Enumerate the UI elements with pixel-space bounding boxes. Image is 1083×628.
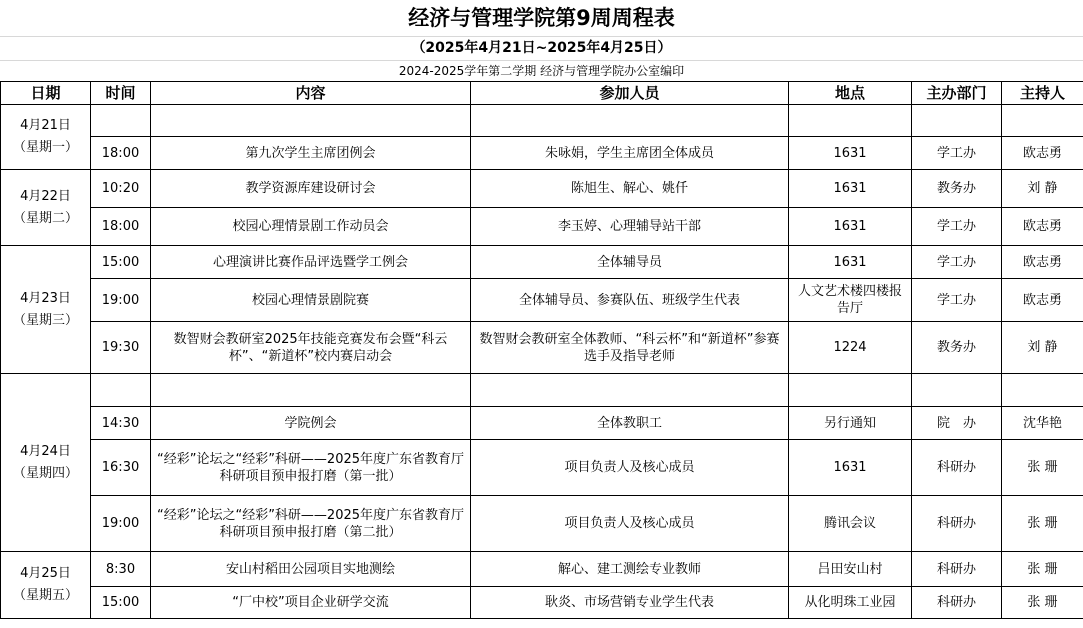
participants-cell: 全体辅导员	[471, 246, 789, 279]
content-cell: 数智财会教研室2025年技能竞赛发布会暨“科云杯”、“新道杯”校内赛启动会	[151, 322, 471, 374]
participants-cell: 李玉婷、心理辅导站干部	[471, 208, 789, 246]
header-host: 主持人	[1002, 82, 1083, 105]
date-label: 4月21日	[20, 118, 71, 133]
date-cell	[1, 246, 91, 374]
department-cell: 学工办	[912, 137, 1002, 170]
participants-cell: 数智财会教研室全体教师、“科云杯”和“新道杯”参赛选手及指导老师	[471, 322, 789, 374]
weekday-label: （星期一）	[12, 140, 78, 155]
time-cell: 15:00	[91, 246, 151, 279]
time-cell: 10:20	[91, 170, 151, 208]
participants-cell: 项目负责人及核心成员	[471, 440, 789, 496]
table-row	[1, 170, 1083, 208]
time-cell: 8:30	[91, 552, 151, 587]
time-cell: 19:00	[91, 496, 151, 552]
content-cell	[151, 105, 471, 137]
time-cell	[91, 105, 151, 137]
date-cell	[1, 552, 91, 619]
time-cell: 18:00	[91, 137, 151, 170]
host-cell: 张 珊	[1002, 440, 1083, 496]
content-cell: 心理演讲比赛作品评选暨学工例会	[151, 246, 471, 279]
host-cell: 张 珊	[1002, 496, 1083, 552]
date-label: 4月25日	[20, 566, 71, 581]
header-department: 主办部门	[912, 82, 1002, 105]
weekday-label: （星期四）	[12, 465, 78, 481]
content-cell: “经彩”论坛之“经彩”科研——2025年度广东省教育厅科研项目预申报打磨（第一批）	[151, 440, 471, 496]
host-cell: 张 珊	[1002, 552, 1083, 587]
table-row	[1, 496, 1083, 552]
location-cell: 1224	[789, 322, 912, 374]
location-cell: 1631	[789, 246, 912, 279]
location-cell: 1631	[789, 208, 912, 246]
participants-cell: 全体教职工	[471, 407, 789, 440]
date-label: 4月22日	[20, 188, 71, 204]
department-cell	[912, 374, 1002, 407]
table-row	[1, 105, 1083, 137]
location-cell: 1631	[789, 440, 912, 496]
participants-cell: 全体辅导员、参赛队伍、班级学生代表	[471, 279, 789, 322]
department-cell: 科研办	[912, 440, 1002, 496]
schedule-table	[0, 81, 1083, 619]
table-row	[1, 208, 1083, 246]
department-cell: 学工办	[912, 279, 1002, 322]
location-cell: 人文艺术楼四楼报告厅	[789, 279, 912, 322]
header-content: 内容	[151, 82, 471, 105]
schedule-body	[1, 105, 1083, 619]
department-cell: 院 办	[912, 407, 1002, 440]
location-cell: 1631	[789, 137, 912, 170]
location-cell	[789, 374, 912, 407]
host-cell: 欧志勇	[1002, 246, 1083, 279]
host-cell: 沈华艳	[1002, 407, 1083, 440]
department-cell: 学工办	[912, 246, 1002, 279]
participants-cell: 解心、建工测绘专业教师	[471, 552, 789, 587]
time-cell: 15:00	[91, 587, 151, 619]
host-cell	[1002, 105, 1083, 137]
table-row	[1, 374, 1083, 407]
table-row	[1, 322, 1083, 374]
location-cell	[789, 105, 912, 137]
host-cell: 刘 静	[1002, 322, 1083, 374]
table-row	[1, 279, 1083, 322]
participants-cell	[471, 374, 789, 407]
content-cell: 学院例会	[151, 407, 471, 440]
header-time: 时间	[91, 82, 151, 105]
participants-cell: 耿炎、市场营销专业学生代表	[471, 587, 789, 619]
table-row	[1, 440, 1083, 496]
page-title: 经济与管理学院第9周周程表	[0, 0, 1083, 37]
table-row	[1, 137, 1083, 170]
participants-cell: 朱咏娟，学生主席团全体成员	[471, 137, 789, 170]
host-cell: 欧志勇	[1002, 137, 1083, 170]
table-row	[1, 407, 1083, 440]
date-label: 4月23日	[20, 290, 71, 306]
participants-cell: 陈旭生、解心、姚仟	[471, 170, 789, 208]
weekday-label: （星期二）	[12, 210, 78, 226]
content-cell	[151, 374, 471, 407]
time-cell: 19:00	[91, 279, 151, 322]
time-cell: 14:30	[91, 407, 151, 440]
department-cell: 科研办	[912, 587, 1002, 619]
location-cell: 1631	[789, 170, 912, 208]
header-date: 日期	[1, 82, 91, 105]
department-cell: 教务办	[912, 170, 1002, 208]
date-range-subtitle: （2025年4月21日~2025年4月25日）	[0, 37, 1083, 61]
content-cell: 校园心理情景剧工作动员会	[151, 208, 471, 246]
date-cell	[1, 170, 91, 246]
table-row	[1, 552, 1083, 587]
header-row	[1, 82, 1083, 105]
participants-cell	[471, 105, 789, 137]
table-row	[1, 246, 1083, 279]
department-cell: 教务办	[912, 322, 1002, 374]
location-cell: 从化明珠工业园	[789, 587, 912, 619]
header-location: 地点	[789, 82, 912, 105]
host-cell: 欧志勇	[1002, 279, 1083, 322]
time-cell	[91, 374, 151, 407]
department-cell: 科研办	[912, 496, 1002, 552]
header-participants: 参加人员	[471, 82, 789, 105]
participants-cell: 项目负责人及核心成员	[471, 496, 789, 552]
time-cell: 18:00	[91, 208, 151, 246]
location-cell: 另行通知	[789, 407, 912, 440]
host-cell	[1002, 374, 1083, 407]
date-label: 4月24日	[20, 443, 71, 459]
semester-note: 2024-2025学年第二学期 经济与管理学院办公室编印	[0, 61, 1083, 82]
content-cell: 教学资源库建设研讨会	[151, 170, 471, 208]
weekday-label: （星期三）	[12, 312, 78, 328]
content-cell: “厂中校”项目企业研学交流	[151, 587, 471, 619]
content-cell: 校园心理情景剧院赛	[151, 279, 471, 322]
department-cell: 学工办	[912, 208, 1002, 246]
department-cell	[912, 105, 1002, 137]
table-row	[1, 587, 1083, 619]
content-cell: “经彩”论坛之“经彩”科研——2025年度广东省教育厅科研项目预申报打磨（第二批）	[151, 496, 471, 552]
location-cell: 腾讯会议	[789, 496, 912, 552]
content-cell: 安山村稻田公园项目实地测绘	[151, 552, 471, 587]
host-cell: 刘 静	[1002, 170, 1083, 208]
date-cell	[1, 105, 91, 170]
time-cell: 19:30	[91, 322, 151, 374]
department-cell: 科研办	[912, 552, 1002, 587]
location-cell: 吕田安山村	[789, 552, 912, 587]
host-cell: 欧志勇	[1002, 208, 1083, 246]
time-cell: 16:30	[91, 440, 151, 496]
content-cell: 第九次学生主席团例会	[151, 137, 471, 170]
date-cell	[1, 374, 91, 552]
host-cell: 张 珊	[1002, 587, 1083, 619]
weekday-label: （星期五）	[12, 588, 78, 603]
